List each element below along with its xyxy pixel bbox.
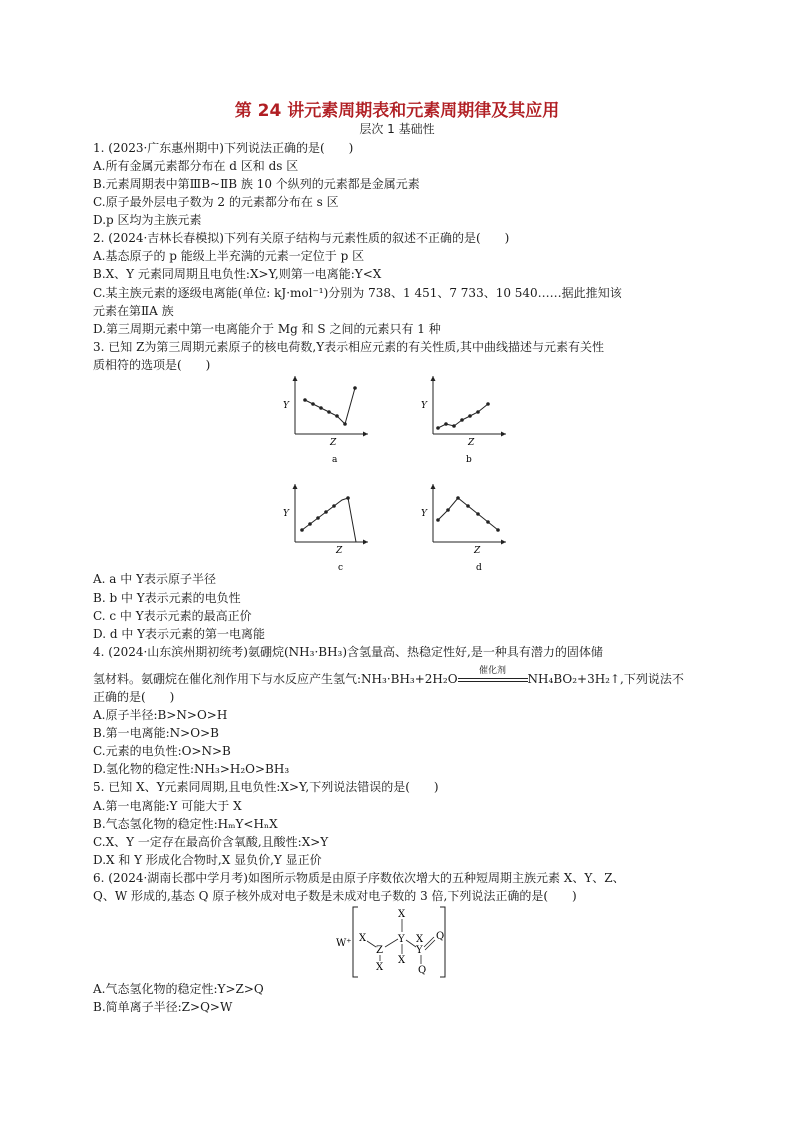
graph-c-label: c xyxy=(338,563,344,573)
q3-stem-line1: 3. 已知 Z为第三周期元素原子的核电荷数,Y表示相应元素的有关性质,其中曲线描述与元素有关性 xyxy=(93,340,604,354)
atom-y-right: Y xyxy=(416,945,423,956)
atom-y-center: Y xyxy=(398,934,405,945)
q6-option-a: A.气态氢化物的稳定性:Y>Z>Q xyxy=(93,982,264,996)
q1-option-b: B.元素周期表中第ⅢB~ⅡB 族 10 个纵列的元素都是金属元素 xyxy=(93,177,420,191)
page-title: 第 24 讲元素周期表和元素周期律及其应用 xyxy=(234,101,560,121)
q4-stem-line1: 4. (2024·山东滨州期初统考)氨硼烷(NH₃·BH₃)含氢量高、热稳定性好,是一种具有潜力的固体储 xyxy=(93,645,603,659)
q5-option-c: C.X、Y 一定存在最高价含氧酸,且酸性:X>Y xyxy=(93,835,329,849)
atom-x-top: X xyxy=(398,909,406,920)
q2-option-b: B.X、Y 元素同周期且电负性:X>Y,则第一电离能:Y<X xyxy=(93,267,382,281)
q2-option-a: A.基态原子的 p 能级上半充满的元素一定位于 p 区 xyxy=(93,249,365,263)
graph-d-label: d xyxy=(476,563,482,573)
q5-option-b: B.气态氢化物的稳定性:HₘY<HₙX xyxy=(93,817,278,831)
q2-stem: 2. (2024·吉林长春模拟)下列有关原子结构与元素性质的叙述不正确的是( ) xyxy=(93,231,510,245)
q2-option-c-cont: 元素在第ⅡA 族 xyxy=(93,304,174,318)
atom-x-bottom-left: X xyxy=(376,962,384,973)
q5-stem: 5. 已知 X、Y元素同周期,且电负性:X>Y,下列说法错误的是( ) xyxy=(93,780,439,794)
atom-q-top: Q xyxy=(436,931,445,942)
q4-option-c: C.元素的电负性:O>N>B xyxy=(93,744,231,758)
q5-option-d: D.X 和 Y 形成化合物时,X 显负价,Y 显正价 xyxy=(93,853,322,867)
q6-stem-line1: 6. (2024·湖南长郡中学月考)如图所示物质是由原子序数依次增大的五种短周期主族元素 X、Y、Z、 xyxy=(93,871,625,885)
q1-option-d: D.p 区均为主族元素 xyxy=(93,213,202,227)
atom-z: Z xyxy=(376,945,383,956)
graph-a-z-label: Z xyxy=(330,438,337,448)
q3-option-c: C. c 中 Y表示元素的最高正价 xyxy=(93,609,252,623)
q4-stem-line2-pre: 氢材料。氨硼烷在催化剂作用下与水反应产生氢气:NH₃·BH₃+2H₂O xyxy=(93,672,458,686)
q3-graph-c xyxy=(280,480,380,575)
q2-option-c: C.某主族元素的逐级电离能(单位: kJ·mol⁻¹)分别为 738、1 451、7 733、10 540……据此推知该 xyxy=(93,286,622,300)
q4-option-b: B.第一电离能:N>O>B xyxy=(93,726,219,740)
q1-option-c: C.原子最外层电子数为 2 的元素都分布在 s 区 xyxy=(93,195,339,209)
atom-x-right: X xyxy=(416,934,424,945)
graph-b-y-label: Y xyxy=(421,401,427,411)
q3-option-a: A. a 中 Y表示原子半径 xyxy=(93,572,217,586)
catalyst-arrow xyxy=(458,665,528,687)
atom-x-bottom: X xyxy=(398,955,406,966)
q3-option-d: D. d 中 Y表示元素的第一电离能 xyxy=(93,627,266,641)
q4-option-d: D.氢化物的稳定性:NH₃>H₂O>BH₃ xyxy=(93,762,290,776)
atom-x-left: X xyxy=(359,933,367,944)
q6-structure-figure xyxy=(332,903,457,981)
q5-option-a: A.第一电离能:Y 可能大于 X xyxy=(93,799,242,813)
cation-w: W⁺ xyxy=(336,938,352,949)
q3-option-b: B. b 中 Y表示元素的电负性 xyxy=(93,591,241,605)
graph-a-y-label: Y xyxy=(283,401,289,411)
catalyst-label: 催化剂 xyxy=(479,665,507,676)
section-subtitle: 层次 1 基础性 xyxy=(359,122,435,136)
q3-graph-b xyxy=(418,372,518,467)
q2-option-d: D.第三周期元素中第一电离能介于 Mg 和 S 之间的元素只有 1 种 xyxy=(93,322,441,336)
q6-option-b: B.简单离子半径:Z>Q>W xyxy=(93,1000,233,1014)
graph-b-z-label: Z xyxy=(468,438,475,448)
q1-stem: 1. (2023·广东惠州期中)下列说法正确的是( ) xyxy=(93,141,354,155)
graph-c-z-label: Z xyxy=(336,546,343,556)
q4-stem-line2 xyxy=(93,665,713,688)
q3-graph-d xyxy=(418,480,518,575)
q4-stem-line2-post: NH₄BO₂+3H₂↑,下列说法不 xyxy=(527,672,684,686)
graph-b-label: b xyxy=(466,455,472,465)
q6-stem-line2: Q、W 形成的,基态 Q 原子核外成对电子数是未成对电子数的 3 倍,下列说法正确的是( ) xyxy=(93,889,577,903)
graph-c-y-label: Y xyxy=(283,509,289,519)
graph-a-label: a xyxy=(332,455,338,465)
q1-option-a: A.所有金属元素都分布在 d 区和 ds 区 xyxy=(93,159,299,173)
graph-d-y-label: Y xyxy=(421,509,427,519)
q3-graph-a xyxy=(280,372,380,467)
atom-q-bottom: Q xyxy=(418,965,427,976)
q4-stem-line3: 正确的是( ) xyxy=(93,690,175,704)
q4-option-a: A.原子半径:B>N>O>H xyxy=(93,708,228,722)
q3-stem-line2: 质相符的选项是( ) xyxy=(93,358,211,372)
graph-d-z-label: Z xyxy=(474,546,481,556)
